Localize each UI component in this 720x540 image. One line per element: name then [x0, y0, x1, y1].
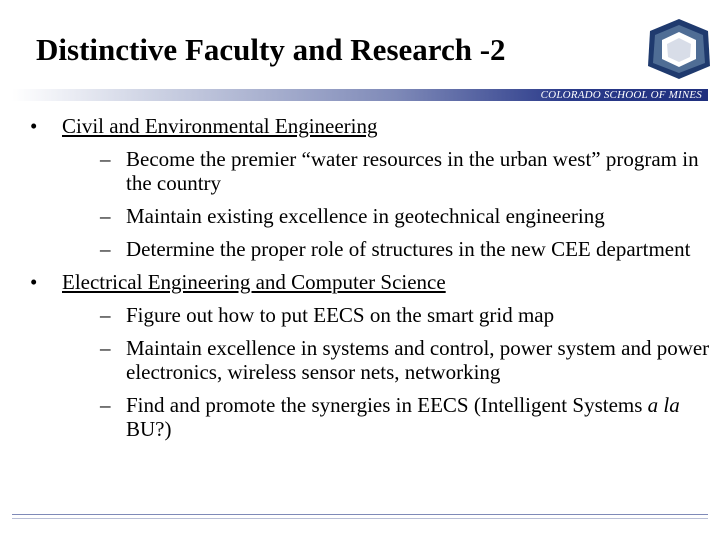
slide-content [30, 114, 710, 450]
dash-icon: – [100, 237, 111, 261]
list-item [62, 303, 710, 327]
list-item [62, 204, 710, 228]
school-logo-icon [644, 16, 714, 82]
list-item-text: Become the premier “water resources in the urban west” program in the country [126, 147, 699, 195]
slide-title: Distinctive Faculty and Research -2 [36, 32, 506, 67]
dash-icon: – [100, 147, 111, 171]
list-item-text-prefix: Find and promote the synergies in EECS (Intelligent Systems [126, 393, 648, 417]
section-heading: Civil and Environmental Engineering [62, 114, 378, 138]
list-item [62, 393, 710, 441]
list-item-text: Figure out how to put EECS on the smart grid map [126, 303, 555, 327]
bullet-icon: • [30, 114, 38, 138]
list-item-text-suffix: BU?) [126, 417, 172, 441]
list-item-text: Determine the proper role of structures in the new CEE department [126, 237, 691, 261]
dash-icon: – [100, 204, 111, 228]
list-item-text-italic: a la [647, 393, 680, 417]
dash-icon: – [100, 393, 111, 417]
list-item [62, 237, 710, 261]
section-civil-environmental [30, 114, 710, 261]
list-item [62, 336, 710, 384]
section-electrical-computer [30, 270, 710, 441]
dash-icon: – [100, 303, 111, 327]
banner-text: COLORADO SCHOOL OF MINES [540, 89, 702, 101]
bullet-icon: • [30, 270, 38, 294]
list-item [62, 147, 710, 195]
footer-rule [12, 514, 708, 515]
dash-icon: – [100, 336, 111, 360]
list-item-text: Maintain existing excellence in geotechnical engineering [126, 204, 605, 228]
header-banner [12, 89, 708, 101]
list-item-text: Maintain excellence in systems and control, power system and power electronics, wireless sensor nets, networking [126, 336, 710, 384]
footer-rule [12, 518, 708, 519]
section-heading: Electrical Engineering and Computer Science [62, 270, 446, 294]
